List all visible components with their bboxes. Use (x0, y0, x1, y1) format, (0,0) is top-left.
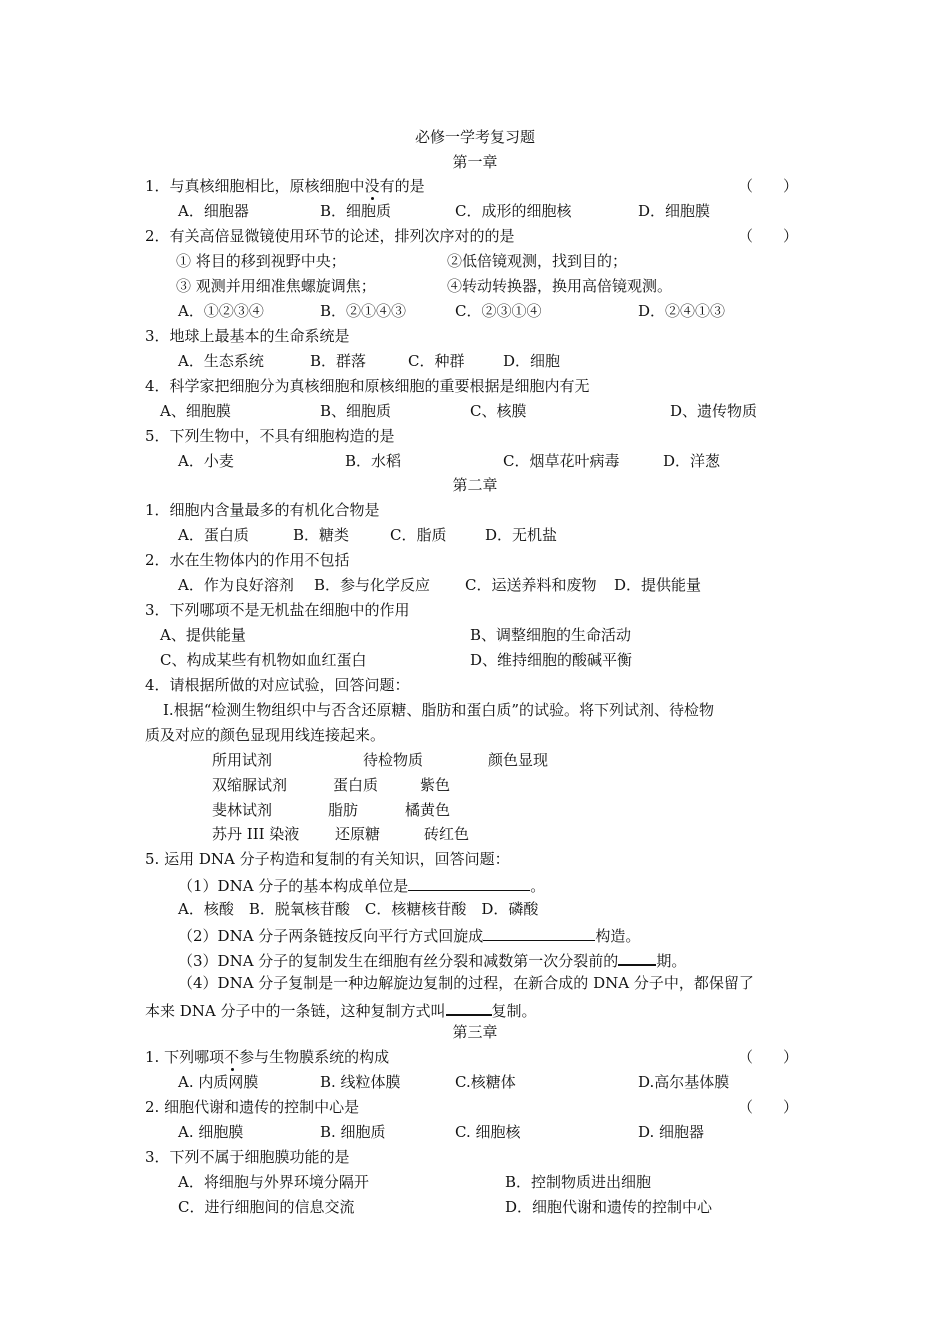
ch1-q5-option-d: D．洋葱 (663, 452, 721, 470)
ch1-q2-step-4: ④转动转换器，换用高倍镜观测。 (447, 277, 673, 295)
ch1-q1-option-b: B．细胞质 (320, 202, 392, 220)
ch2-q5-blank-1 (408, 874, 530, 891)
ch2-q4-substance-1: 蛋白质 (333, 776, 379, 794)
ch2-q4-reagent-1: 双缩脲试剂 (212, 776, 288, 794)
chapter-3-heading: 第三章 (452, 1023, 498, 1041)
ch2-q5-blank-4 (446, 998, 492, 1016)
ch3-q2-option-b: B. 细胞质 (320, 1123, 386, 1141)
ch2-q1-option-c: C．脂质 (390, 526, 447, 544)
ch2-q4-header-substance: 待检物质 (363, 751, 424, 769)
ch3-q2-option-a: A. 细胞膜 (178, 1123, 244, 1141)
ch2-q1-option-d: D．无机盐 (485, 526, 558, 544)
ch2-q5-sub-3 (178, 948, 686, 971)
ch2-q4-reagent-2: 斐林试剂 (212, 801, 273, 819)
ch2-q5-sub-2-text: （2）DNA 分子两条链按反向平行方式回旋成 (178, 927, 484, 945)
ch2-q4-header-color: 颜色显现 (488, 751, 549, 769)
ch1-q1-option-c: C．成形的细胞核 (455, 202, 572, 220)
ch1-q3-option-b: B．群落 (310, 352, 367, 370)
ch2-q5-sub-1 (178, 874, 545, 896)
ch3-q1-stem (145, 1047, 389, 1067)
ch1-q5-option-c: C．烟草花叶病毒 (503, 452, 620, 470)
ch2-q3-option-c: C、构成某些有机物如血红蛋白 (160, 651, 367, 669)
ch3-q3-option-c: C．进行细胞间的信息交流 (178, 1198, 355, 1216)
ch1-q3-option-a: A．生态系统 (178, 352, 264, 370)
ch2-q4-reagent-3: 苏丹 III 染液 (212, 825, 300, 843)
ch1-q2-step-2: ②低倍镜观测，找到目的； (447, 252, 628, 270)
ch1-q4-option-c: C、核膜 (470, 402, 527, 420)
ch1-q5-option-a: A．小麦 (178, 452, 234, 470)
ch1-q2-option-b: B．②①④③ (320, 302, 407, 320)
ch3-q3-option-a: A．将细胞与外界环境分隔开 (178, 1173, 369, 1191)
ch1-q4-stem: 4．科学家把细胞分为真核细胞和原核细胞的重要根据是细胞内有无 (145, 377, 590, 395)
ch1-q2-step-3: ③ 观测并用细准焦螺旋调焦； (176, 277, 376, 295)
ch2-q4-color-1: 紫色 (420, 776, 451, 794)
ch1-q5-option-b: B．水稻 (345, 452, 402, 470)
chapter-1-heading: 第一章 (452, 153, 498, 171)
ch1-q2-option-c: C．②③①④ (455, 302, 542, 320)
ch2-q4-color-3: 砖红色 (424, 825, 470, 843)
ch2-q5-stem: 5. 运用 DNA 分子构造和复制的有关知识，回答问题： (145, 850, 510, 868)
ch1-q4-option-a: A、细胞膜 (160, 402, 231, 420)
ch3-q1-option-d: D.高尔基体膜 (638, 1073, 730, 1091)
ch3-q1-emphasis-char: 不 (224, 1048, 240, 1066)
ch2-q4-stem: 4．请根据所做的对应试验，回答问题： (145, 676, 410, 694)
ch3-q2-option-d: D. 细胞器 (638, 1123, 705, 1141)
ch1-q2-answer-paren: （ ） (738, 227, 799, 245)
ch1-q1-stem-pre: 1．与真核细胞相比，原核细胞中 (145, 177, 365, 195)
ch3-q2-answer-paren: （ ） (738, 1098, 799, 1116)
ch2-q5-sub-2-end: 构造。 (595, 927, 641, 945)
ch1-q3-option-d: D．细胞 (503, 352, 561, 370)
ch2-q3-option-d: D、维持细胞的酸碱平衡 (470, 651, 633, 669)
ch3-q1-option-b: B. 线粒体膜 (320, 1073, 401, 1091)
ch1-q1-stem-post: 有的是 (379, 177, 425, 195)
chapter-2-heading: 第二章 (452, 476, 498, 494)
ch2-q5-options: A．核酸 B．脱氧核苷酸 C．核糖核苷酸 D．磷酸 (178, 900, 539, 918)
ch1-q1-option-a: A．细胞器 (178, 202, 249, 220)
ch2-q5-blank-2 (483, 924, 595, 941)
ch2-q2-option-c: C．运送养料和废物 (465, 576, 597, 594)
ch2-q2-option-b: B．参与化学反应 (314, 576, 431, 594)
ch2-q4-substance-2: 脂肪 (328, 801, 359, 819)
ch1-q1-option-d: D．细胞膜 (638, 202, 711, 220)
document-title: 必修一学考复习题 (414, 128, 535, 146)
ch3-q2-option-c: C. 细胞核 (455, 1123, 521, 1141)
ch2-q3-option-b: B、调整细胞的生命活动 (470, 626, 632, 644)
ch1-q2-option-a: A．①②③④ (178, 302, 264, 320)
ch2-q5-sub-1-end: 。 (530, 877, 546, 895)
ch2-q4-substance-3: 还原糖 (335, 825, 381, 843)
ch3-q1-answer-paren: （ ） (738, 1048, 799, 1066)
ch3-q1-option-a: A. 内质网膜 (178, 1073, 259, 1091)
ch1-q1-emphasis-char: 没 (364, 177, 380, 195)
ch3-q1-option-c: C.核糖体 (455, 1073, 516, 1091)
ch1-q3-stem: 3．地球上最基本的生命系统是 (145, 327, 350, 345)
ch1-q3-option-c: C．种群 (408, 352, 465, 370)
ch1-q4-option-b: B、细胞质 (320, 402, 392, 420)
ch2-q3-option-a: A、提供能量 (160, 626, 246, 644)
ch2-q4-para-line-1: Ⅰ.根据“检测生物组织中与否含还原糖、脂肪和蛋白质”的试验。将下列试剂、待检物 (163, 701, 715, 719)
ch2-q5-sub-1-text: （1）DNA 分子的基本构成单位是 (178, 877, 409, 895)
ch2-q5-sub-2 (178, 924, 640, 946)
ch2-q1-option-a: A．蛋白质 (178, 526, 249, 544)
ch3-q3-option-d: D．细胞代谢和遗传的控制中心 (505, 1198, 713, 1216)
ch2-q2-stem: 2．水在生物体内的作用不包括 (145, 551, 350, 569)
ch1-q2-stem: 2．有关高倍显微镜使用环节的论述，排列次序对的的是 (145, 227, 515, 245)
ch2-q5-sub-3-end: 期。 (656, 952, 687, 970)
ch2-q5-blank-3 (618, 948, 656, 966)
ch2-q5-sub-4-text: 本来 DNA 分子中的一条链，这种复制方式叫 (145, 1002, 446, 1020)
ch1-q2-step-1: ① 将目的移到视野中央； (176, 252, 346, 270)
ch3-q3-stem: 3．下列不属于细胞膜功能的是 (145, 1148, 350, 1166)
ch2-q5-sub-4-end: 复制。 (491, 1002, 537, 1020)
ch2-q5-sub-4-line-2 (145, 998, 537, 1021)
ch2-q1-option-b: B．糖类 (293, 526, 350, 544)
ch2-q3-stem: 3．下列哪项不是无机盐在细胞中的作用 (145, 601, 410, 619)
ch2-q5-sub-3-text: （3）DNA 分子的复制发生在细胞有丝分裂和减数第一次分裂前的 (178, 952, 619, 970)
ch2-q5-sub-4-line-1: （4）DNA 分子复制是一种边解旋边复制的过程，在新合成的 DNA 分子中，都保留了 (178, 974, 754, 992)
ch2-q1-stem: 1．细胞内含量最多的有机化合物是 (145, 501, 380, 519)
ch2-q2-option-d: D．提供能量 (614, 576, 702, 594)
ch2-q2-option-a: A．作为良好溶剂 (178, 576, 294, 594)
ch1-q1-stem (145, 176, 425, 196)
ch1-q1-answer-paren: （ ） (738, 177, 799, 195)
ch3-q1-stem-pre: 1. 下列哪项 (145, 1048, 225, 1066)
ch3-q1-stem-post: 参与生物膜系统的构成 (239, 1048, 390, 1066)
ch3-q2-stem: 2. 细胞代谢和遗传的控制中心是 (145, 1098, 360, 1116)
ch2-q4-color-2: 橘黄色 (405, 801, 451, 819)
ch3-q3-option-b: B．控制物质进出细胞 (505, 1173, 652, 1191)
ch2-q4-para-line-2: 质及对应的颜色显现用线连接起来。 (145, 726, 386, 744)
ch1-q5-stem: 5．下列生物中，不具有细胞构造的是 (145, 427, 395, 445)
ch1-q2-option-d: D．②④①③ (638, 302, 726, 320)
ch1-q4-option-d: D、遗传物质 (670, 402, 758, 420)
ch2-q4-header-reagent: 所用试剂 (212, 751, 273, 769)
